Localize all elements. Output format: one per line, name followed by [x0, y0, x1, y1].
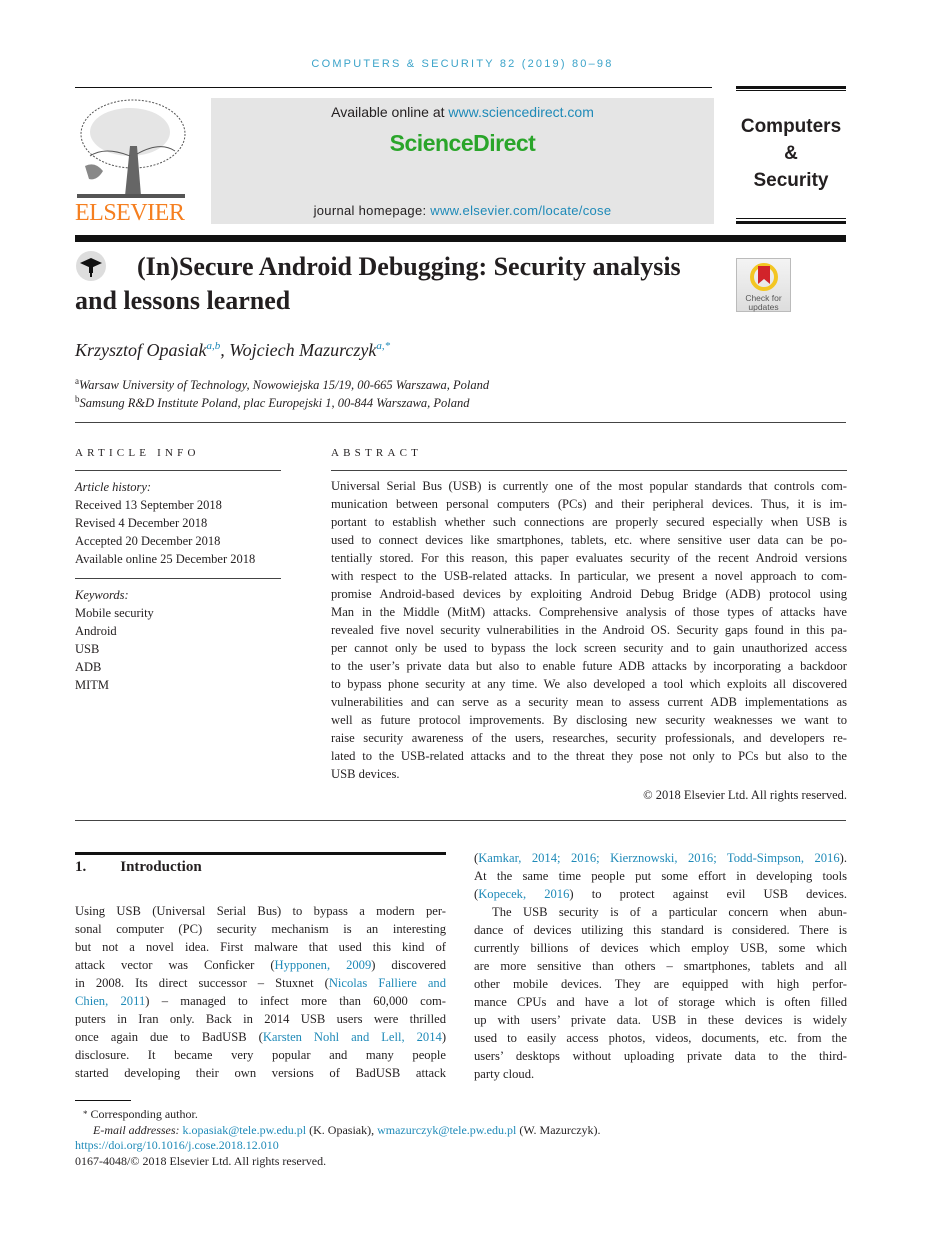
text-line: are more sensitive than others – smartphones, tablets and all: [474, 959, 847, 973]
footnote-rule: [75, 1100, 131, 1101]
affiliation-text: Samsung R&D Institute Poland, plac Europejski 1, 00-844 Warszawa, Poland: [79, 396, 470, 411]
journal-title-line: Security: [753, 170, 829, 191]
keyword: USB: [75, 642, 100, 656]
text-line: (Kamkar, 2014; 2016; Kierznowski, 2016; Todd-Simpson, 2016).: [474, 851, 847, 865]
text-line: in 2008. Its direct successor – Stuxnet (Nicolas Falliere and: [75, 976, 446, 990]
text-line: munication between personal computers (PCs) and their peripheral devices. Thus, it is im-: [331, 497, 847, 511]
author-name: Wojciech Mazurczyk: [229, 340, 377, 360]
check-updates-label: updates: [748, 302, 779, 312]
text-line: up with users’ private data. USB in these devices is widely: [474, 1013, 847, 1027]
keyword: Android: [75, 624, 117, 638]
text-line: tentially stored. For this reason, this paper evaluates security of the recent Android versions: [331, 551, 847, 565]
keyword: MITM: [75, 678, 110, 692]
thick-divider: [75, 235, 846, 242]
text-line: used to connect devices like smartphones, tablets, etc. where sensitive user data can be po-: [331, 533, 847, 547]
journal-title: [736, 113, 846, 194]
text-line: currently billions of devices which employ USB, some which: [474, 941, 847, 955]
history-item: Received 13 September 2018: [75, 498, 222, 512]
abstract-copyright: © 2018 Elsevier Ltd. All rights reserved.: [643, 788, 847, 802]
history-item: Available online 25 December 2018: [75, 552, 256, 566]
citation-link[interactable]: Kopecek, 2016: [478, 887, 570, 901]
citation-link[interactable]: Nicolas Falliere and: [328, 976, 446, 990]
sciencedirect-logo: ScienceDirect: [389, 130, 536, 156]
affiliation-mark: b: [75, 394, 80, 404]
text-line: well as future protocol improvements. By disclosing new security weaknesses we want to: [331, 713, 847, 727]
affiliation: [75, 394, 470, 411]
text-line: raise security awareness of the users, researches, security professionals, and developers re-: [331, 731, 847, 745]
text-line: Chien, 2011) – managed to infect more than 60,000 com-: [75, 994, 446, 1008]
article-title-text: (In)Secure Android Debugging: Security analysis and lessons learned: [75, 252, 681, 315]
running-header: COMPUTERS & SECURITY 82 (2019) 80–98: [311, 58, 614, 70]
issn-copyright: 0167-4048/© 2018 Elsevier Ltd. All rights reserved.: [75, 1153, 327, 1168]
text-line: once again due to BadUSB (Karsten Nohl and Lell, 2014): [75, 1030, 447, 1044]
author-affiliation-mark[interactable]: a,*: [376, 340, 391, 352]
text-line: attack vector was Conficker (Hypponen, 2009) discovered: [75, 958, 446, 972]
text-line: portant to establish whether such connections are properly secured especially when USB is: [331, 515, 847, 529]
text-line: used to easily access photos, videos, documents, etc. from the: [474, 1031, 847, 1045]
article-info-heading: ARTICLE INFO: [75, 447, 200, 459]
text-line: with respect to the USB-related attacks. In particular, we present a novel approach to com-: [331, 569, 847, 583]
elsevier-wordmark: ELSEVIER: [75, 200, 185, 226]
doi-link[interactable]: https://doi.org/10.1016/j.cose.2018.12.010: [75, 1138, 279, 1152]
section-title: Introduction: [120, 859, 202, 875]
text-line: The USB security is of a particular concern when abun-: [492, 905, 847, 919]
intro-left-column: [75, 902, 446, 1082]
text-line: (Kopecek, 2016) to protect against evil USB devices.: [474, 887, 847, 901]
divider: [331, 470, 847, 471]
journal-title-line: Computers: [740, 116, 842, 137]
sciencedirect-link[interactable]: www.sciencedirect.com: [448, 104, 594, 120]
affiliation-text: Warsaw University of Technology, Nowowiejska 15/19, 00-665 Warszawa, Poland: [79, 378, 490, 393]
keyword: Mobile security: [75, 606, 154, 620]
divider: [736, 221, 846, 224]
available-online-label: Available online at: [331, 104, 449, 120]
author-affiliation-mark[interactable]: a,b: [206, 340, 221, 352]
text-line: vulnerabilities and can serve as a security mean to assess current ADB implementations as: [331, 695, 847, 709]
email-owner: (W. Mazurczyk).: [516, 1122, 601, 1137]
text-line: sonal computer (PC) security mechanism is an interesting: [75, 922, 446, 936]
keywords: [75, 586, 154, 694]
email-label: E-mail addresses:: [93, 1122, 183, 1137]
divider: [736, 86, 846, 89]
history-label: Article history:: [75, 480, 152, 494]
intro-right-column: [474, 849, 847, 1083]
text-line: started developing their own versions of BadUSB attack: [75, 1066, 446, 1080]
text-line: per cannot only be used to bypass the lock screen security and to gain unauthorized access: [331, 641, 847, 655]
section-heading: [75, 859, 202, 876]
footnotes: * Corresponding author. E-mail addresses: k.opasiak@tele.pw.edu.pl (K. Opasiak), wmazurczyk@tele.pw.edu.pl (W. Mazurczyk). https://doi.org/10.1016/j.cose.2018.12.010 0167-4048/© 2018 Elsevier Ltd. All rights reserved.: [75, 1107, 601, 1168]
text-line: but not a novel idea. First malware that used this kind of: [75, 940, 446, 954]
section-rule: [75, 852, 446, 855]
keyword: ADB: [75, 660, 102, 674]
author-name: Krzysztof Opasiak: [75, 340, 207, 360]
divider: [75, 422, 846, 423]
text-line: Universal Serial Bus (USB) is currently one of the most popular standards that controls com-: [331, 479, 847, 493]
affiliation: [75, 376, 489, 393]
article-title: [75, 250, 695, 318]
text-line: puters in Iran only. Back in 2014 USB users were thrilled: [75, 1012, 446, 1026]
email-link[interactable]: k.opasiak@tele.pw.edu.pl: [182, 1122, 307, 1137]
text-line: mance CPUs and have a lot of storage which is often filled: [474, 995, 847, 1009]
check-for-updates-button[interactable]: [736, 258, 791, 312]
text-line: users’ desktops without uploading private data to the third-: [474, 1049, 847, 1063]
sciencedirect-banner: [211, 98, 714, 224]
text-line: party cloud.: [474, 1067, 535, 1081]
author-list: Krzysztof Opasiak$^{a,b}$, Wojciech Mazurczyk$^{a,*}$: [75, 340, 391, 360]
abstract-heading: ABSTRACT: [331, 447, 423, 459]
journal-title-line: &: [784, 143, 798, 164]
text-line: other mobile devices. They are equipped with high perfor-: [474, 977, 847, 991]
journal-homepage-link[interactable]: www.elsevier.com/locate/cose: [430, 203, 612, 218]
text-line: promise Android-based devices by exploiting Android Debug Bridge (ADB) protocol using: [331, 587, 847, 601]
divider: [75, 578, 281, 579]
email-link[interactable]: wmazurczyk@tele.pw.edu.pl: [377, 1122, 517, 1137]
citation-link[interactable]: Kamkar, 2014; 2016; Kierznowski, 2016; Todd-Simpson, 2016: [478, 851, 840, 865]
divider: [75, 820, 846, 821]
citation-link[interactable]: Chien, 2011: [75, 994, 146, 1008]
history-item: Accepted 20 December 2018: [75, 534, 221, 548]
email-owner: (K. Opasiak),: [306, 1122, 378, 1137]
text-line: revealed five novel security vulnerabilities in the Android OS. Security gaps found in this pa-: [331, 623, 847, 637]
divider: [75, 470, 281, 471]
journal-homepage-label: journal homepage:: [313, 203, 431, 218]
text-line: At the same time people put some effort in developing tools: [474, 869, 847, 883]
citation-link[interactable]: Hypponen, 2009: [274, 958, 372, 972]
text-line: Man in the Middle (MitM) attacks. Comprehensive analysis of those types of attacks have: [331, 605, 847, 619]
corresponding-author-note: Corresponding author.: [90, 1107, 198, 1121]
text-line: disclosure. It became very popular and many people: [75, 1048, 446, 1062]
divider: [736, 218, 846, 219]
citation-link[interactable]: Karsten Nohl and Lell, 2014: [262, 1030, 442, 1044]
affiliation-mark: a: [75, 376, 79, 386]
text-line: dance of devices utilizing this standard is considered. There is: [474, 923, 847, 937]
section-number: 1.: [75, 859, 87, 875]
divider: [736, 90, 846, 91]
bookmark-icon: [749, 262, 779, 292]
history-item: Revised 4 December 2018: [75, 516, 208, 530]
elsevier-tree-logo: [75, 96, 187, 200]
keywords-label: Keywords:: [75, 588, 129, 602]
text-line: to the user’s private data but also to enable future ADB attacks by incorporating a backdoor: [331, 659, 847, 673]
check-updates-label: Check for: [745, 293, 782, 303]
abstract-text: [331, 477, 847, 783]
article-history: [75, 478, 255, 568]
text-line: USB devices.: [331, 767, 400, 781]
divider: [75, 87, 712, 88]
text-line: lated to the USB-related attacks and to the threat they pose not only to PCs but also to the: [331, 749, 847, 763]
text-line: to bypass phone security at any time. We also developed a tool which exploits all discovered: [331, 677, 847, 691]
text-line: Using USB (Universal Serial Bus) to bypass a modern per-: [75, 904, 446, 918]
